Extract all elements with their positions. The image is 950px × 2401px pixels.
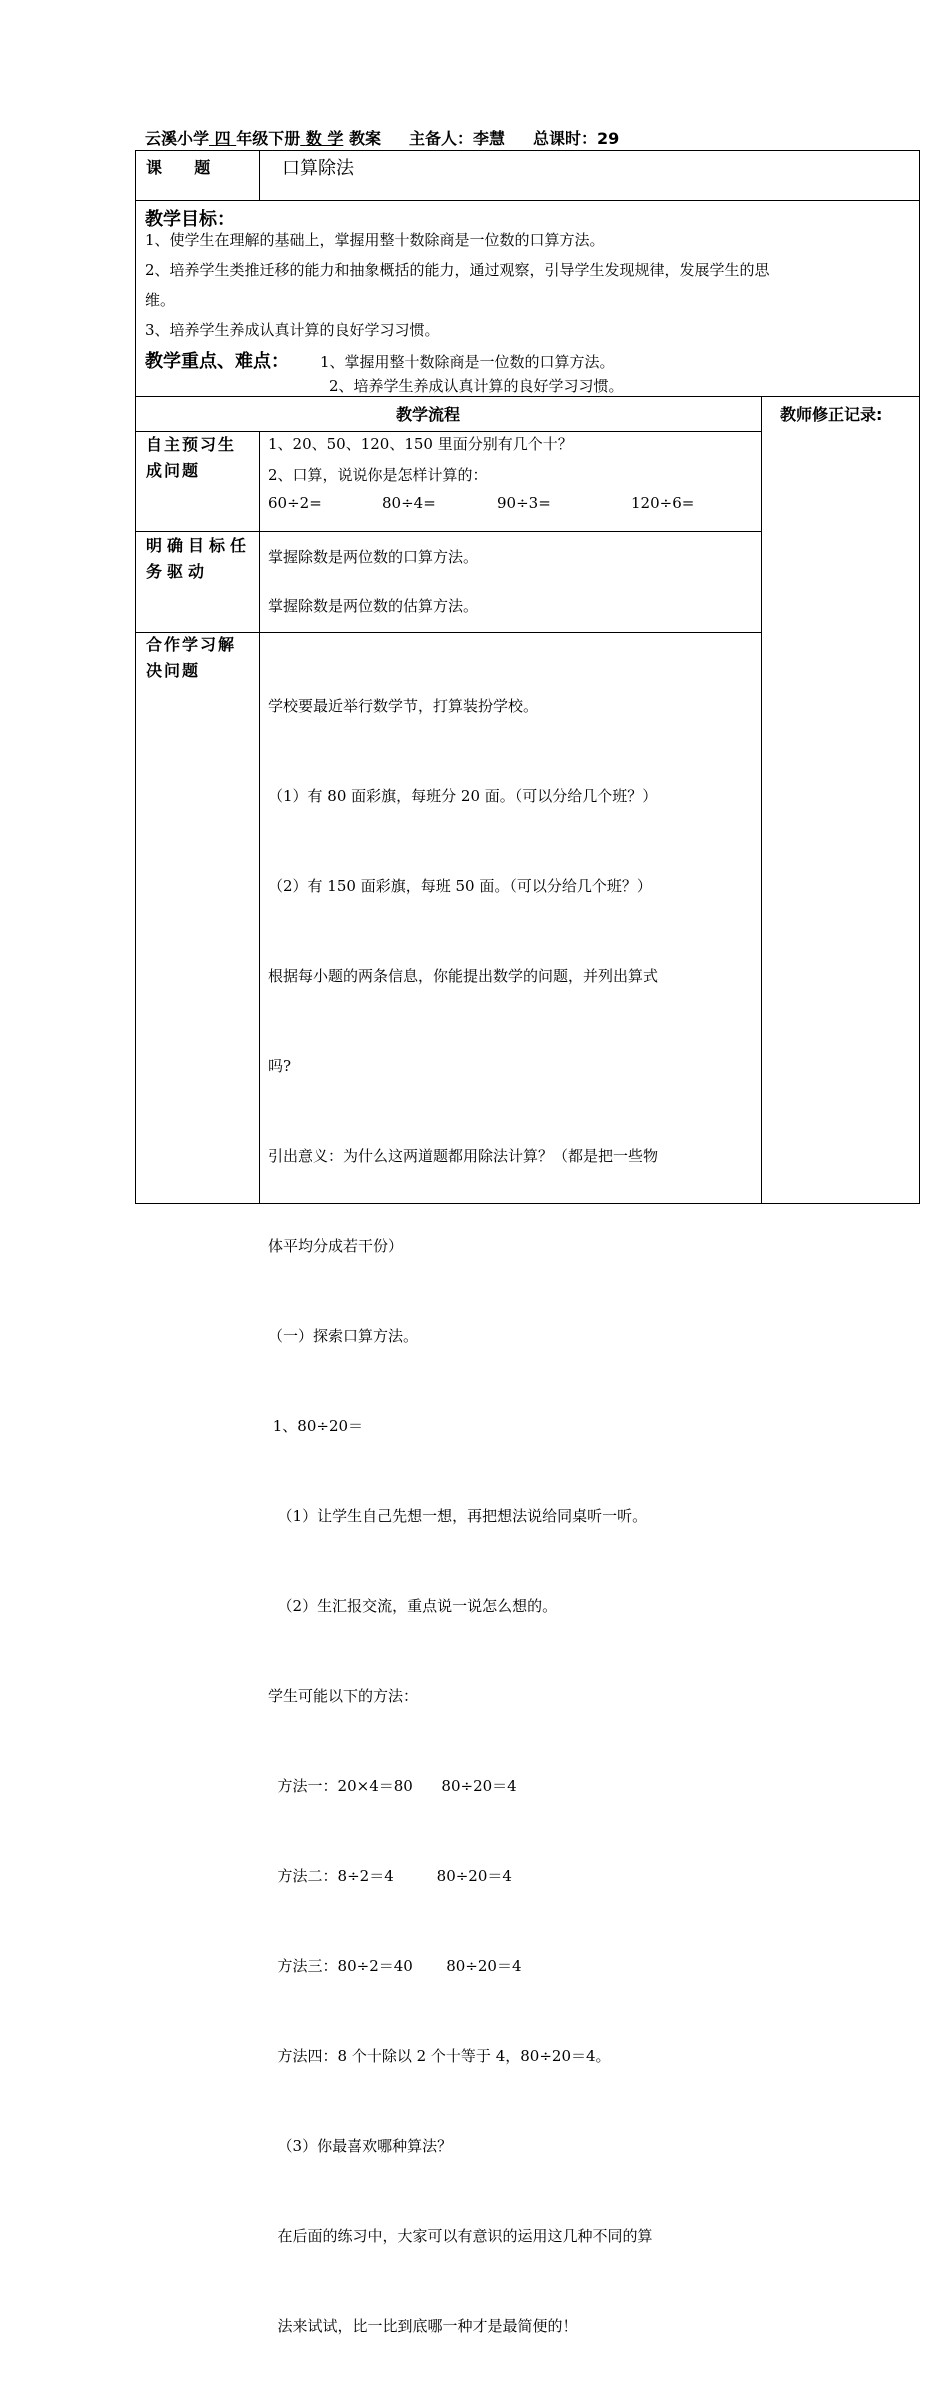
key-points-heading: 教学重点、难点：: [145, 351, 289, 372]
teacher-notes-heading: 教师修正记录:: [780, 405, 883, 424]
cooperate-lines: [268, 631, 658, 2401]
topic-value: 口算除法: [282, 158, 354, 179]
document-header: [145, 126, 619, 149]
content-line: 吗?: [268, 1057, 292, 1075]
preview-label: 自主预习生成问题: [146, 435, 237, 480]
content-line: 学校要最近举行数学节，打算装扮学校。: [268, 697, 539, 715]
grade-value: 四: [214, 129, 231, 148]
objectives-list: [145, 225, 770, 345]
content-line: 1、80÷20＝: [268, 1417, 364, 1435]
school-name: 云溪小学: [145, 129, 210, 148]
objective-item: 维。: [145, 291, 176, 309]
calc-item: 90÷3=: [497, 494, 551, 512]
teacher-notes-column: [761, 396, 920, 1204]
topic-value-cell: [259, 150, 920, 201]
content-line: 方法二：8÷2＝4 80÷20＝4: [268, 1867, 512, 1885]
doc-type: 教案: [348, 129, 381, 148]
content-line: 方法三：80÷2＝40 80÷20＝4: [268, 1957, 522, 1975]
flow-heading-cell: [135, 396, 762, 432]
objectives-heading: 教学目标：: [145, 209, 235, 230]
cooperate-content-cell: [259, 632, 762, 2335]
total-lessons: 总课时：29: [532, 129, 620, 148]
content-line: 在后面的练习中，大家可以有意识的运用这几种不同的算: [268, 2227, 653, 2245]
goal-line-2: 掌握除数是两位数的估算方法。: [268, 597, 479, 615]
content-line: （1）让学生自己先想一想，再把想法说给同桌听一听。: [268, 1507, 648, 1525]
content-line: 引出意义：为什么这两道题都用除法计算？（都是把一些物: [268, 1147, 659, 1165]
content-line: 方法一：20×4＝80 80÷20＝4: [268, 1777, 517, 1795]
content-line: （3）你最喜欢哪种算法？: [268, 2137, 453, 2155]
grade-suffix: 年级下册: [236, 129, 301, 148]
preview-content-cell: [259, 431, 762, 532]
content-line: 方法四：8 个十除以 2 个十等于 4，80÷20＝4。: [268, 2047, 611, 2065]
objective-item: 2、培养学生类推迁移的能力和抽象概括的能力，通过观察，引导学生发现规律，发展学生的思: [145, 261, 770, 279]
subject-value: 数 学: [305, 129, 344, 148]
preparer: 主备人：李慧: [408, 129, 505, 148]
content-line: （一）探索口算方法。: [268, 1327, 419, 1345]
goal-content-cell: [259, 531, 762, 633]
calc-item: 60÷2=: [268, 494, 322, 512]
objective-item: 1、使学生在理解的基础上，掌握用整十数除商是一位数的口算方法。: [145, 231, 605, 249]
flow-heading: 教学流程: [396, 405, 461, 424]
content-line: 根据每小题的两条信息，你能提出数学的问题，并列出算式: [268, 967, 659, 985]
objectives-cell: [135, 200, 920, 397]
content-line: 学生可能以下的方法：: [268, 1687, 419, 1705]
content-line: （2）有 150 面彩旗，每班 50 面。（可以分给几个班？）: [268, 877, 652, 895]
key-point-item-1: 1、掌握用整十数除商是一位数的口算方法。: [320, 353, 615, 371]
key-point-item-2: 2、培养学生养成认真计算的良好学习习惯。: [329, 377, 624, 395]
calc-item: 80÷4=: [382, 494, 436, 512]
calc-item: 120÷6=: [631, 494, 695, 512]
preview-line-1: 1、20、50、120、150 里面分别有几个十？: [268, 435, 573, 453]
content-line: 体平均分成若干份）: [268, 1237, 404, 1255]
cooperate-label: 合作学习解决问题: [146, 635, 237, 680]
topic-label-cell: [135, 150, 260, 201]
preview-line-2: 2、口算，说说你是怎样计算的：: [268, 466, 488, 484]
content-line: （2）生汇报交流，重点说一说怎么想的。: [268, 1597, 558, 1615]
topic-label: 课 题: [146, 158, 213, 177]
goal-line-1: 掌握除数是两位数的口算方法。: [268, 548, 479, 566]
content-line: （1）有 80 面彩旗，每班分 20 面。（可以分给几个班？）: [268, 787, 658, 805]
goal-label-cell: [135, 531, 260, 633]
objective-item: 3、培养学生养成认真计算的良好学习习惯。: [145, 321, 440, 339]
cooperate-label-cell: [135, 632, 260, 1204]
goal-label: 明确目标任务驱动: [146, 536, 252, 581]
preview-label-cell: [135, 431, 260, 532]
content-line: 法来试试，比一比到底哪一种才是最简便的！: [268, 2317, 578, 2335]
